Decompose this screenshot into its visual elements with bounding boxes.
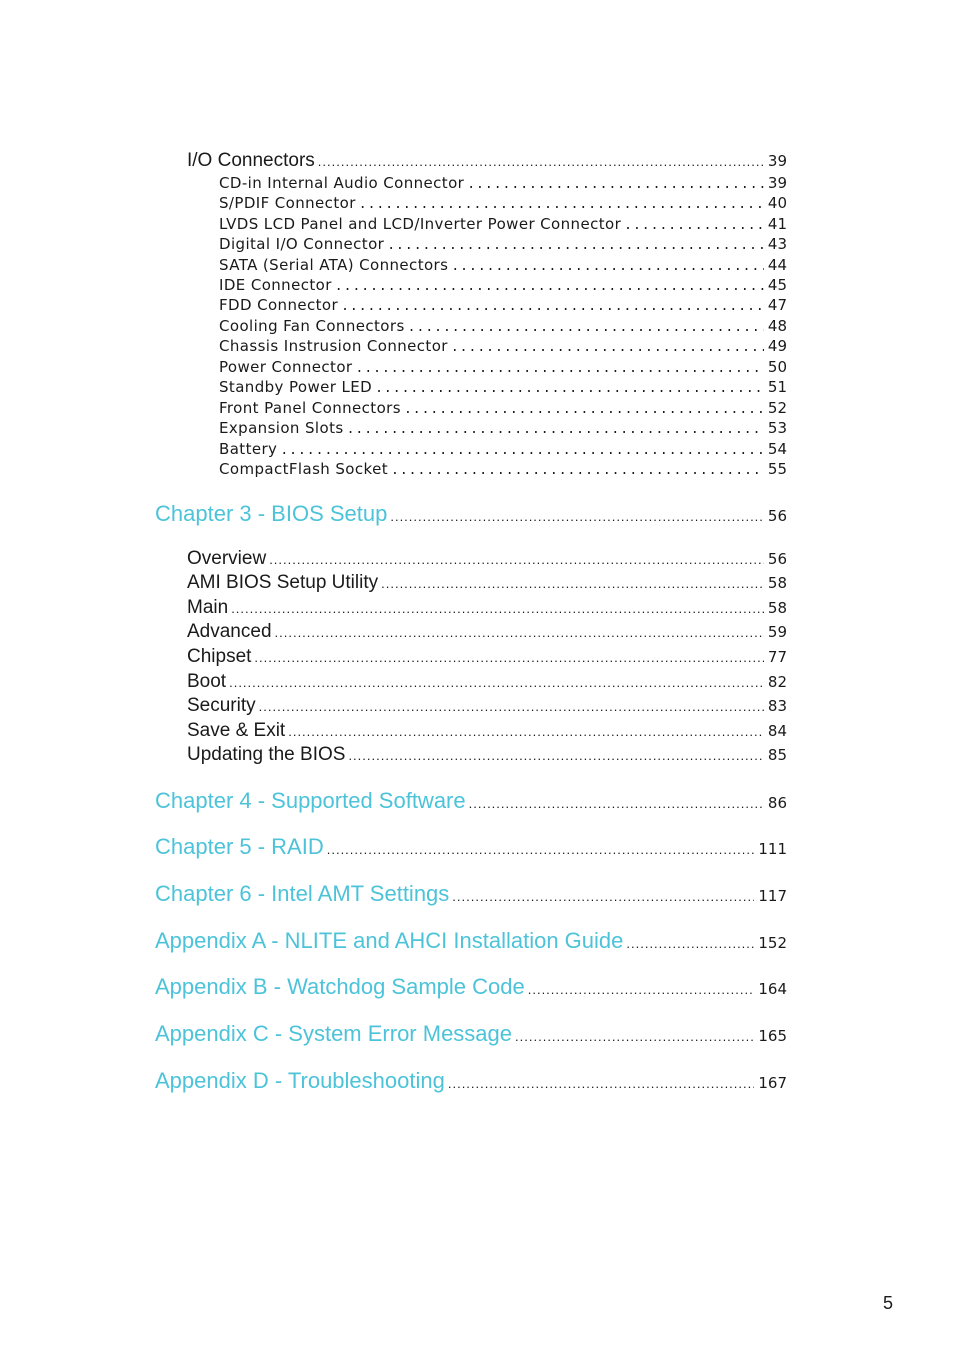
toc-appendix-c[interactable]: [155, 1021, 787, 1049]
toc-entry-page: 40: [767, 194, 787, 212]
toc-entry-save-exit[interactable]: [187, 720, 787, 744]
toc-appendix-b[interactable]: [155, 974, 787, 1002]
dot-leader: [387, 238, 764, 253]
dot-leader: [280, 443, 764, 458]
dot-leader: [231, 601, 764, 616]
toc-entry-io-connectors[interactable]: [187, 150, 787, 174]
dot-leader: [626, 936, 754, 951]
toc-chapter-label: Chapter 5 - RAID: [155, 834, 324, 859]
dot-leader: [347, 422, 764, 437]
toc-entry-label: Boot: [187, 671, 227, 692]
toc-entry-page: 49: [767, 337, 787, 355]
toc-chapter-3[interactable]: [155, 501, 787, 529]
dot-leader: [448, 1076, 755, 1091]
toc-chapter-label: Appendix C - System Error Message: [155, 1021, 513, 1046]
dot-leader: [259, 699, 764, 714]
toc-chapter-label: Chapter 3 - BIOS Setup: [155, 501, 388, 526]
toc-entry-front-panel[interactable]: [219, 399, 787, 419]
toc-entry-label: I/O Connectors: [187, 150, 315, 171]
dot-leader: [341, 299, 764, 314]
toc-entry-lvds[interactable]: [219, 215, 787, 235]
toc-entry-digital-io[interactable]: [219, 235, 787, 255]
toc-entry-battery[interactable]: [219, 440, 787, 460]
toc-chapter-4[interactable]: [155, 788, 787, 816]
toc-entry-cd-in[interactable]: [219, 174, 787, 194]
toc-entry-label: Overview: [187, 548, 267, 569]
dot-leader: [451, 259, 764, 274]
toc-entry-page: 44: [767, 256, 787, 274]
toc-entry-label: Expansion Slots: [219, 419, 344, 437]
toc-entry-page: 84: [767, 722, 787, 740]
dot-leader: [327, 842, 755, 857]
toc-entry-compactflash[interactable]: [219, 460, 787, 480]
toc-entry-page: 53: [767, 419, 787, 437]
dot-leader: [348, 748, 763, 763]
toc-chapter-6[interactable]: [155, 881, 787, 909]
toc-appendix-a[interactable]: [155, 928, 787, 956]
toc-chapter-label: Appendix D - Troubleshooting: [155, 1068, 445, 1093]
toc-entry-page: 58: [767, 599, 787, 617]
toc-entry-ami-bios[interactable]: [187, 572, 787, 596]
dot-leader: [229, 675, 764, 690]
toc-entry-page: 39: [767, 174, 787, 192]
toc-entry-ide[interactable]: [219, 276, 787, 296]
toc-entry-label: Main: [187, 597, 229, 618]
page-number: 5: [882, 1293, 893, 1313]
dot-leader: [515, 1029, 754, 1044]
toc-entry-security[interactable]: [187, 695, 787, 719]
toc-chapter-label: Appendix B - Watchdog Sample Code: [155, 974, 525, 999]
toc-entry-power-connector[interactable]: [219, 358, 787, 378]
dot-leader: [528, 982, 755, 997]
dot-leader: [624, 218, 764, 233]
toc-entry-spdif[interactable]: [219, 194, 787, 214]
toc-entry-page: 45: [767, 276, 787, 294]
toc-chapter-label: Chapter 4 - Supported Software: [155, 788, 466, 813]
toc-entry-page: 56: [767, 507, 787, 525]
toc-entry-page: 48: [767, 317, 787, 335]
dot-leader: [335, 279, 764, 294]
toc-entry-label: Standby Power LED: [219, 378, 373, 396]
toc-chapter-label: Appendix A - NLITE and AHCI Installation Guide: [155, 928, 624, 953]
toc-entry-sata[interactable]: [219, 256, 787, 276]
dot-leader: [381, 576, 764, 591]
dot-leader: [469, 796, 764, 811]
toc-entry-page: 86: [767, 794, 787, 812]
dot-leader: [269, 552, 764, 567]
toc-entry-label: Save & Exit: [187, 720, 286, 741]
toc-entry-label: Digital I/O Connector: [219, 235, 385, 253]
toc-entry-boot[interactable]: [187, 671, 787, 695]
toc-entry-page: 152: [758, 934, 787, 952]
toc-entry-label: Chipset: [187, 646, 252, 667]
dot-leader: [391, 463, 764, 478]
toc-entry-main[interactable]: [187, 597, 787, 621]
toc-entry-page: 77: [767, 648, 787, 666]
toc-entry-page: 56: [767, 550, 787, 568]
toc-entry-label: S/PDIF Connector: [219, 194, 356, 212]
toc-entry-page: 51: [767, 378, 787, 396]
toc-entry-page: 50: [767, 358, 787, 376]
toc-entry-page: 111: [758, 840, 787, 858]
dot-leader: [452, 889, 754, 904]
toc-entry-label: FDD Connector: [219, 296, 339, 314]
toc-entry-label: Power Connector: [219, 358, 353, 376]
toc-entry-label: Chassis Instrusion Connector: [219, 337, 448, 355]
dot-leader: [408, 320, 764, 335]
dot-leader: [318, 154, 764, 169]
toc-chapter-label: Chapter 6 - Intel AMT Settings: [155, 881, 450, 906]
dot-leader: [467, 177, 764, 192]
toc-entry-expansion-slots[interactable]: [219, 419, 787, 439]
toc-chapter-5[interactable]: [155, 834, 787, 862]
toc-entry-label: CompactFlash Socket: [219, 460, 388, 478]
dot-leader: [359, 197, 764, 212]
dot-leader: [254, 650, 763, 665]
toc-entry-cooling-fan[interactable]: [219, 317, 787, 337]
toc-entry-label: Security: [187, 695, 256, 716]
toc-entry-chassis-intrusion[interactable]: [219, 337, 787, 357]
toc-entry-overview[interactable]: [187, 548, 787, 572]
toc-entry-page: 117: [758, 887, 787, 905]
dot-leader: [451, 340, 764, 355]
dot-leader: [356, 361, 764, 376]
toc-entry-page: 58: [767, 574, 787, 592]
toc-appendix-d[interactable]: [155, 1068, 787, 1096]
toc-entry-label: Front Panel Connectors: [219, 399, 401, 417]
toc-entry-page: 54: [767, 440, 787, 458]
toc-entry-page: 165: [758, 1027, 787, 1045]
toc-entry-chipset[interactable]: [187, 646, 787, 670]
toc-entry-page: 41: [767, 215, 787, 233]
toc-entry-page: 47: [767, 296, 787, 314]
toc-entry-label: Advanced: [187, 621, 272, 642]
toc-entry-advanced[interactable]: [187, 621, 787, 645]
toc-entry-page: 167: [758, 1074, 787, 1092]
toc-entry-page: 59: [767, 623, 787, 641]
dot-leader: [375, 381, 764, 396]
toc-entry-label: SATA (Serial ATA) Connectors: [219, 256, 449, 274]
toc-entry-page: 82: [767, 673, 787, 691]
toc-entry-label: IDE Connector: [219, 276, 332, 294]
toc-entry-page: 55: [767, 460, 787, 478]
toc-entry-page: 43: [767, 235, 787, 253]
toc-entry-label: CD-in Internal Audio Connector: [219, 174, 465, 192]
toc-entry-page: 39: [767, 152, 787, 170]
toc-entry-label: Updating the BIOS: [187, 744, 346, 765]
dot-leader: [390, 509, 764, 524]
toc-entry-label: Cooling Fan Connectors: [219, 317, 405, 335]
toc-entry-standby-led[interactable]: [219, 378, 787, 398]
toc-entry-page: 83: [767, 697, 787, 715]
toc-entry-updating-bios[interactable]: [187, 744, 787, 768]
dot-leader: [275, 625, 764, 640]
dot-leader: [404, 402, 764, 417]
toc-entry-label: LVDS LCD Panel and LCD/Inverter Power Connector: [219, 215, 622, 233]
toc-entry-page: 164: [758, 980, 787, 998]
toc-entry-label: AMI BIOS Setup Utility: [187, 572, 379, 593]
dot-leader: [288, 724, 764, 739]
toc-entry-page: 52: [767, 399, 787, 417]
toc-entry-fdd[interactable]: [219, 296, 787, 316]
toc-entry-label: Battery: [219, 440, 278, 458]
toc-entry-page: 85: [767, 746, 787, 764]
